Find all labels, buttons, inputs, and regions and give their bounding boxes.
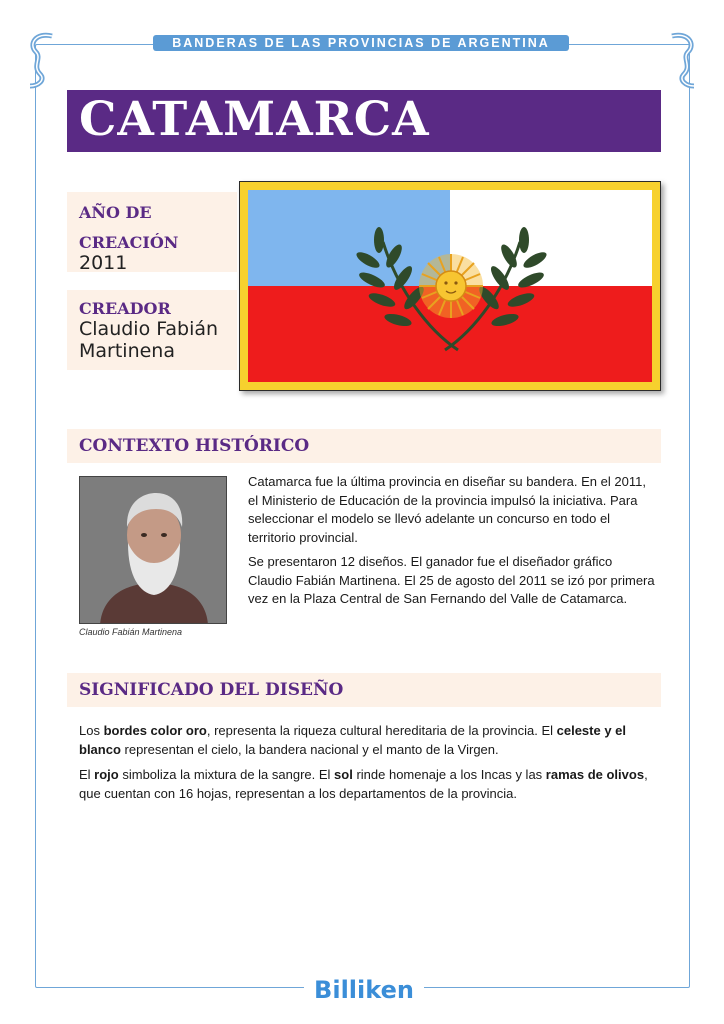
context-paragraph-2: Se presentaron 12 diseños. El ganador fue el diseñador gráfico Claudio Fabián Martinena. El 25 de agosto del 2011 se izó por primera vez en la Plaza Central de San Fernando del Valle de Catamarca.: [248, 554, 655, 606]
creator-label: CREADOR: [79, 299, 171, 318]
creator-value-line-2: Martinena: [79, 340, 175, 362]
context-paragraph-1: Catamarca fue la última provincia en diseñar su bandera. En el 2011, el Ministerio de Educación de la provincia impulsó la iniciativa. Para seleccionar el modelo se llevó adelante un concurso en todo el territorio provincial.: [248, 474, 646, 545]
title-bar: [67, 90, 661, 152]
year-value: 2011: [79, 252, 128, 274]
context-heading: CONTEXTO HISTÓRICO: [79, 436, 310, 456]
year-label-line-2: CREACIÓN: [79, 233, 179, 252]
photo-caption: Claudio Fabián Martinena: [79, 627, 183, 637]
ribbon-right-icon: [664, 30, 702, 90]
flag-white-quarter: [450, 190, 652, 286]
page-title: CATAMARCA: [79, 92, 430, 147]
context-section-header: [67, 429, 661, 463]
sun-icon: [419, 254, 483, 318]
meaning-text: [79, 722, 661, 803]
year-info-box: [67, 192, 237, 272]
creator-photo: [79, 476, 227, 624]
series-banner: BANDERAS DE LAS PROVINCIAS DE ARGENTINA: [153, 35, 569, 51]
billiken-logo: [304, 972, 424, 1008]
flag-celeste-quarter: [248, 190, 450, 286]
highlight-celeste-white: celeste y el blanco: [79, 723, 627, 757]
meaning-heading: SIGNIFICADO DEL DISEÑO: [79, 680, 344, 700]
highlight-sun: sol: [334, 767, 353, 782]
meaning-paragraph-2: El rojo simboliza la mixtura de la sangre. El sol rinde homenaje a los Incas y las ramas de olivos, que cuentan con 16 hojas, representan a los departamentos de la provincia.: [79, 767, 648, 801]
flag-image: [239, 181, 661, 391]
context-text: [248, 473, 658, 609]
highlight-gold-borders: bordes color oro: [103, 723, 207, 738]
meaning-section-header: [67, 673, 661, 707]
creator-info-box: [67, 290, 237, 370]
logo-text: Billiken: [314, 976, 414, 1004]
catamarca-flag: [248, 190, 652, 382]
creator-portrait-icon: [80, 477, 227, 624]
ribbon-left-icon: [22, 30, 60, 90]
year-label-line-1: AÑO DE: [79, 203, 152, 222]
creator-value-line-1: Claudio Fabián: [79, 318, 219, 340]
meaning-paragraph-1: Los bordes color oro, representa la riqueza cultural hereditaria de la provincia. El celeste y el blanco representan el cielo, la bandera nacional y el manto de la Virgen.: [79, 723, 627, 757]
highlight-red: rojo: [94, 767, 119, 782]
highlight-olive-branches: ramas de olivos: [545, 767, 645, 782]
